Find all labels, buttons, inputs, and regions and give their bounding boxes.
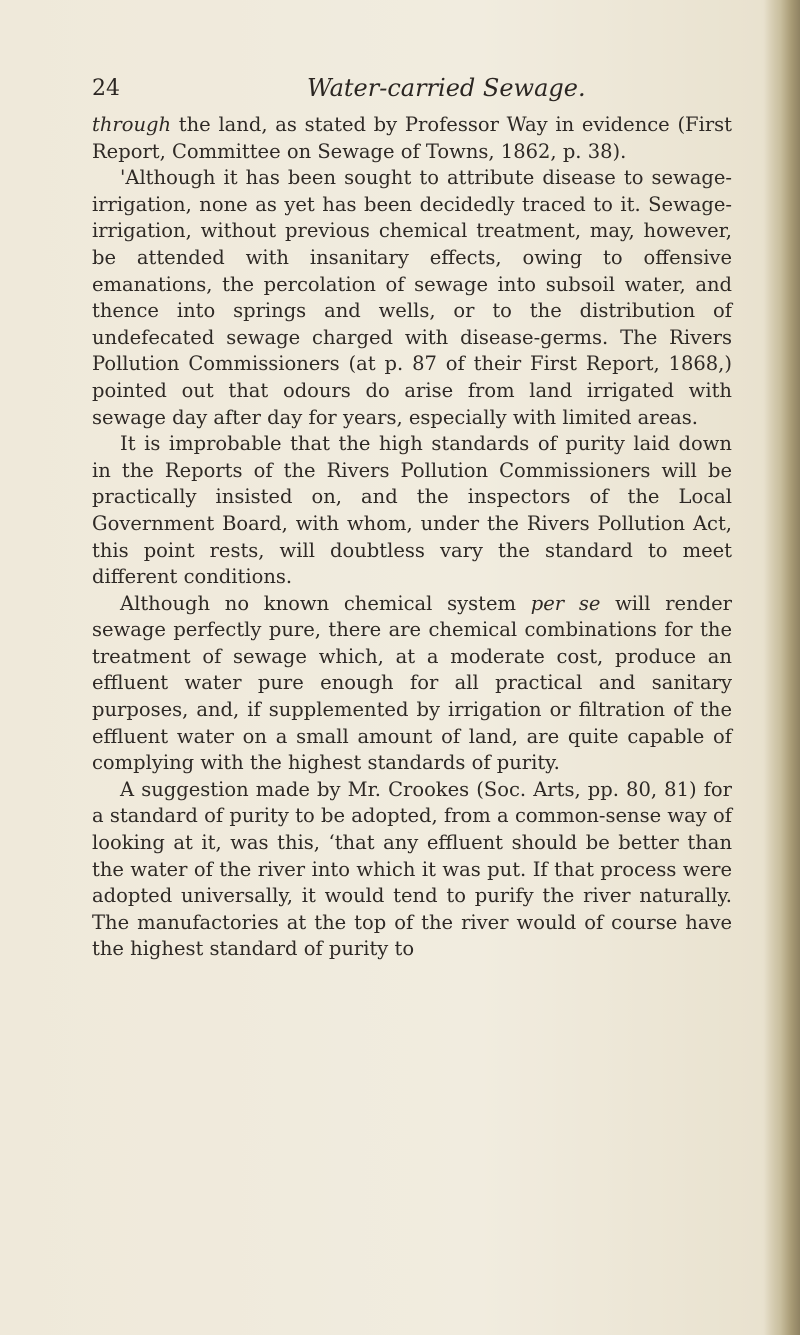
paragraph-3: [92, 431, 732, 591]
paragraph-5-text: A suggestion made by Mr. Crookes (Soc. Arts, pp. 80, 81) for a standard of purity to be adopted, from a common-sense way of looking at it, was this, ‘that any effluent should be better than the water of the river into which it was put. If that process were adopted universally, it would tend to purify the river naturally. The manufactories at the top of the river would of course have the highest standard of purity to: [92, 777, 732, 961]
paragraph-4-text-before: Although no known chemical system: [120, 591, 531, 615]
paragraph-4-text-after: will render sewage perfectly pure, there are chemical combinations for the treatment of sewage which, at a moderate cost, produce an effluent water pure enough for all practical and sanitary purposes, and, if supplemented by irrigation or filtration of the effluent water on a small amount of land, are quite capable of complying with the highest standards of purity.: [92, 591, 733, 775]
paragraph-1: [92, 112, 732, 165]
page-spine-shadow: [764, 0, 800, 1335]
paragraph-3-text: It is improbable that the high standards of purity laid down in the Reports of the Rivers Pollution Commissioners will be practically insisted on, and the inspectors of the Local Government Board, with whom, under the Rivers Pollution Act, this point rests, will doubtless vary the standard to meet different conditions.: [92, 432, 732, 589]
page-number: 24: [92, 76, 120, 101]
page-header: [92, 72, 732, 112]
running-title: Water-carried Sewage.: [307, 74, 586, 102]
paragraph-1-text: the land, as stated by Professor Way in evidence (First Report, Committee on Sewage of Towns, 1862, p. 38).: [92, 113, 732, 163]
body-text: [92, 112, 732, 963]
paragraph-4: [92, 591, 732, 777]
paragraph-2: [92, 165, 732, 431]
paragraph-4-italic-per-se: per se: [530, 591, 601, 615]
paragraph-5: [92, 777, 732, 963]
paragraph-1-lead-italic: through: [92, 113, 172, 136]
paragraph-2-text: 'Although it has been sought to attribute disease to sewage-irrigation, none as yet has been decidedly traced to it. Sewage-irrigation, without previous chemical treatment, may, however, be attended with insanitary effects, owing to offensive emanations, the percolation of sewage into subsoil water, and thence into springs and wells, or to the distribution of undefecated sewage charged with disease-germs. The Rivers Pollution Commissioners (at p. 87 of their First Report, 1868,) pointed out that odours do arise from land irrigated with sewage day after day for years, especially with limited areas.: [92, 166, 732, 429]
